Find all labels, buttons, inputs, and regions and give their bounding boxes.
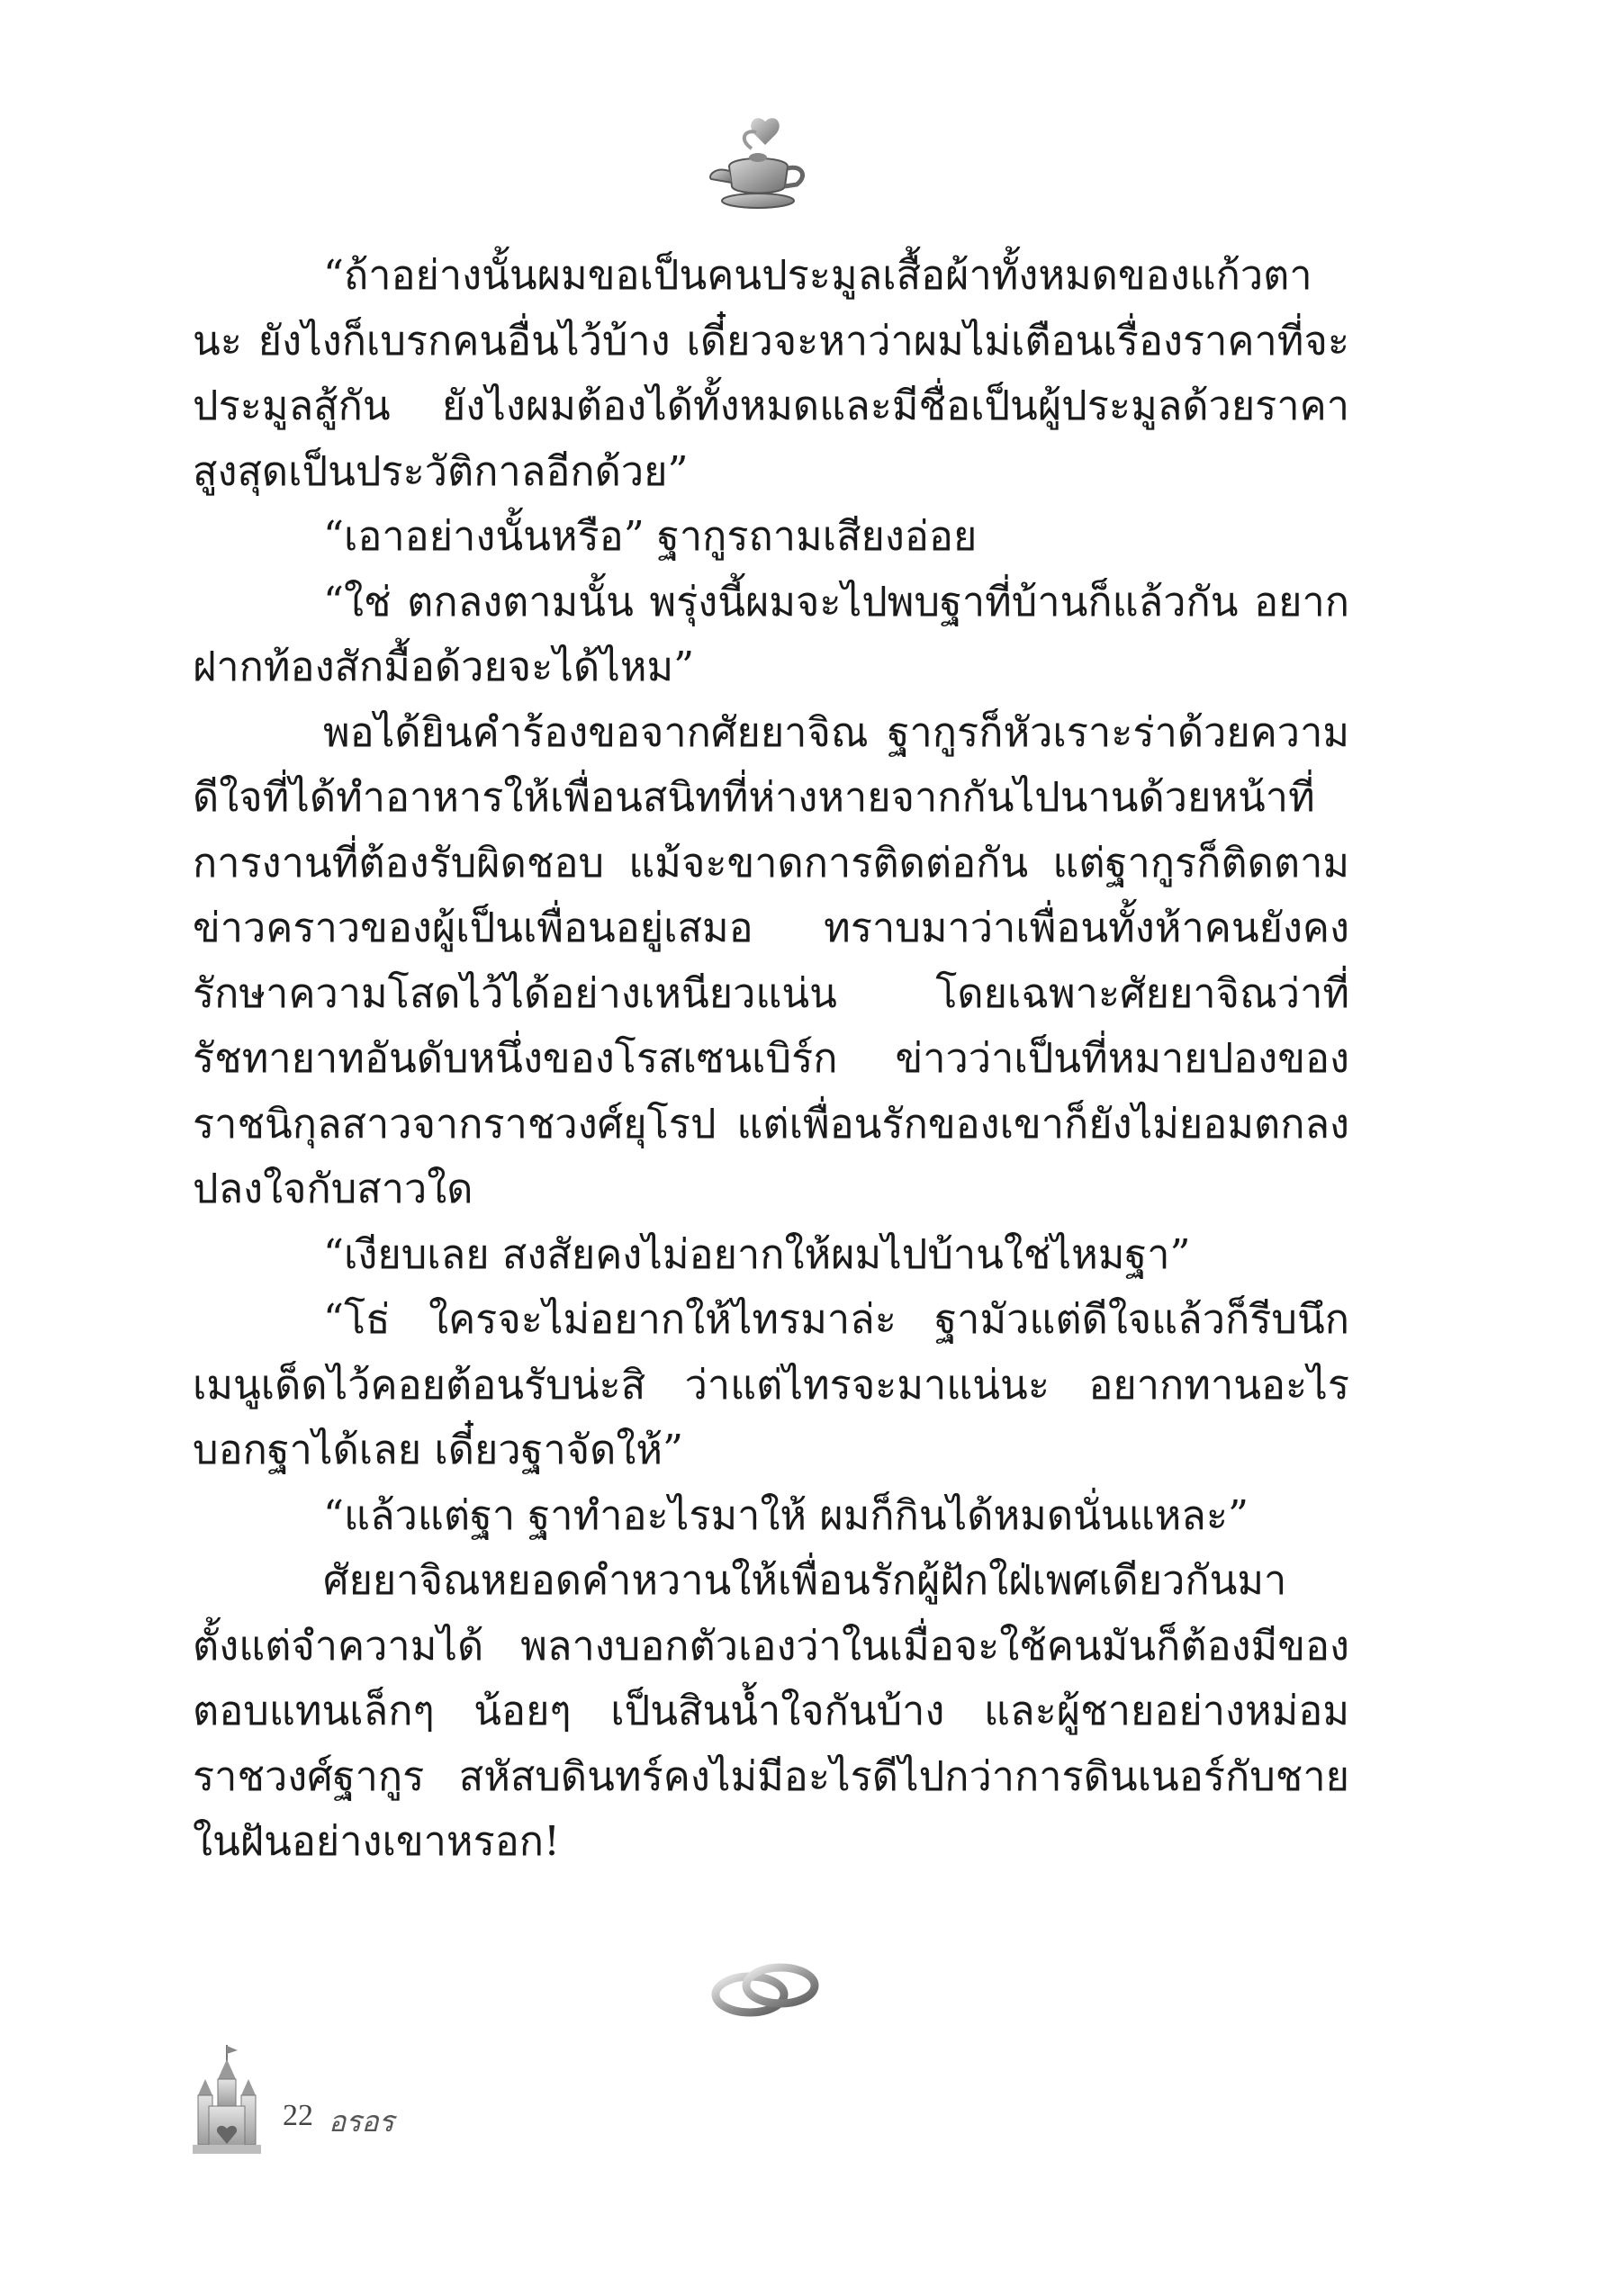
paragraph-4: พอได้ยินคำร้องขอจากศัยยาจิณ ฐากูรก็หัวเราะร่าด้วยความดีใจที่ได้ทำอาหารให้เพื่อนสนิทที่ห่างหายจากกันไปนานด้วยหน้าที่การงานที่ต้องรับผิดชอบ แม้จะขาดการติดต่อกัน แต่ฐากูรก็ติดตามข่าวคราวของผู้เป็นเพื่อนอยู่เสมอ ทราบมาว่าเพื่อนทั้งห้าคนยังคงรักษาความโสดไว้ได้อย่างเหนียวแน่น โดยเฉพาะศัยยาจิณว่าที่รัชทายาทอันดับหนึ่งของโรสเซนเบิร์ก ข่าวว่าเป็นที่หมายปองของราชนิกุลสาวจากราชวงศ์ยุโรป แต่เพื่อนรักของเขาก็ยังไม่ยอมตกลงปลงใจกับสาวใด	[193, 707, 1349, 1212]
paragraph-5: “เงียบเลย สงสัยคงไม่อยากให้ผมไปบ้านใช่ไหมฐา”	[323, 1229, 1191, 1278]
castle-icon	[191, 2043, 263, 2156]
paragraph-1: “ถ้าอย่างนั้นผมขอเป็นคนประมูลเสื้อผ้าทั้งหมดของแก้วตานะ ยังไงก็เบรกคนอื่นไว้บ้าง เดี๋ยวจะหาว่าผมไม่เตือนเรื่องราคาที่จะประมูลสู้กัน ยังไงผมต้องได้ทั้งหมดและมีชื่อเป็นผู้ประมูลด้วยราคาสูงสุดเป็นประวัติกาลอีกด้วย”	[193, 251, 1349, 495]
paragraph-8: ศัยยาจิณหยอดคำหวานให้เพื่อนรักผู้ฝักใฝ่เพศเดียวกันมาตั้งแต่จำความได้ พลางบอกตัวเองว่าในเมื่อจะใช้คนมันก็ต้องมีของตอบแทนเล็กๆ น้อยๆ เป็นสินน้ำใจกันบ้าง และผู้ชายอย่างหม่อมราชวงศ์ฐากูร สหัสบดินทร์คงไม่มีอะไรดีไปกว่าการดินเนอร์กับชายในฝันอย่างเขาหรอก!	[193, 1556, 1349, 1865]
paragraph-3: “ใช่ ตกลงตามนั้น พรุ่งนี้ผมจะไปพบฐาที่บ้านก็แล้วกัน อยากฝากท้องสักมื้อด้วยจะได้ไหม”	[193, 577, 1349, 690]
page-footer	[191, 2043, 551, 2156]
teapot-heart-ornament-icon	[702, 113, 815, 221]
paragraph-6: “โธ่ ใครจะไม่อยากให้ไทรมาล่ะ ฐามัวแต่ดีใจแล้วก็รีบนึกเมนูเด็ดไว้คอยต้อนรับน่ะสิ ว่าแต่ไทรจะมาแน่นะ อยากทานอะไรบอกฐาได้เลย เดี๋ยวฐาจัดให้”	[193, 1295, 1349, 1473]
running-head: อรอร	[329, 2104, 394, 2138]
wedding-rings-icon	[707, 1953, 824, 2025]
page-number: 22	[283, 2099, 313, 2132]
paragraph-7: “แล้วแต่ฐา ฐาทำอะไรมาให้ ผมก็กินได้หมดนั่นแหละ”	[323, 1490, 1249, 1539]
paragraph-2: “เอาอย่างนั้นหรือ” ฐากูรถามเสียงอ่อย	[323, 512, 978, 560]
body-text	[193, 243, 1349, 1875]
